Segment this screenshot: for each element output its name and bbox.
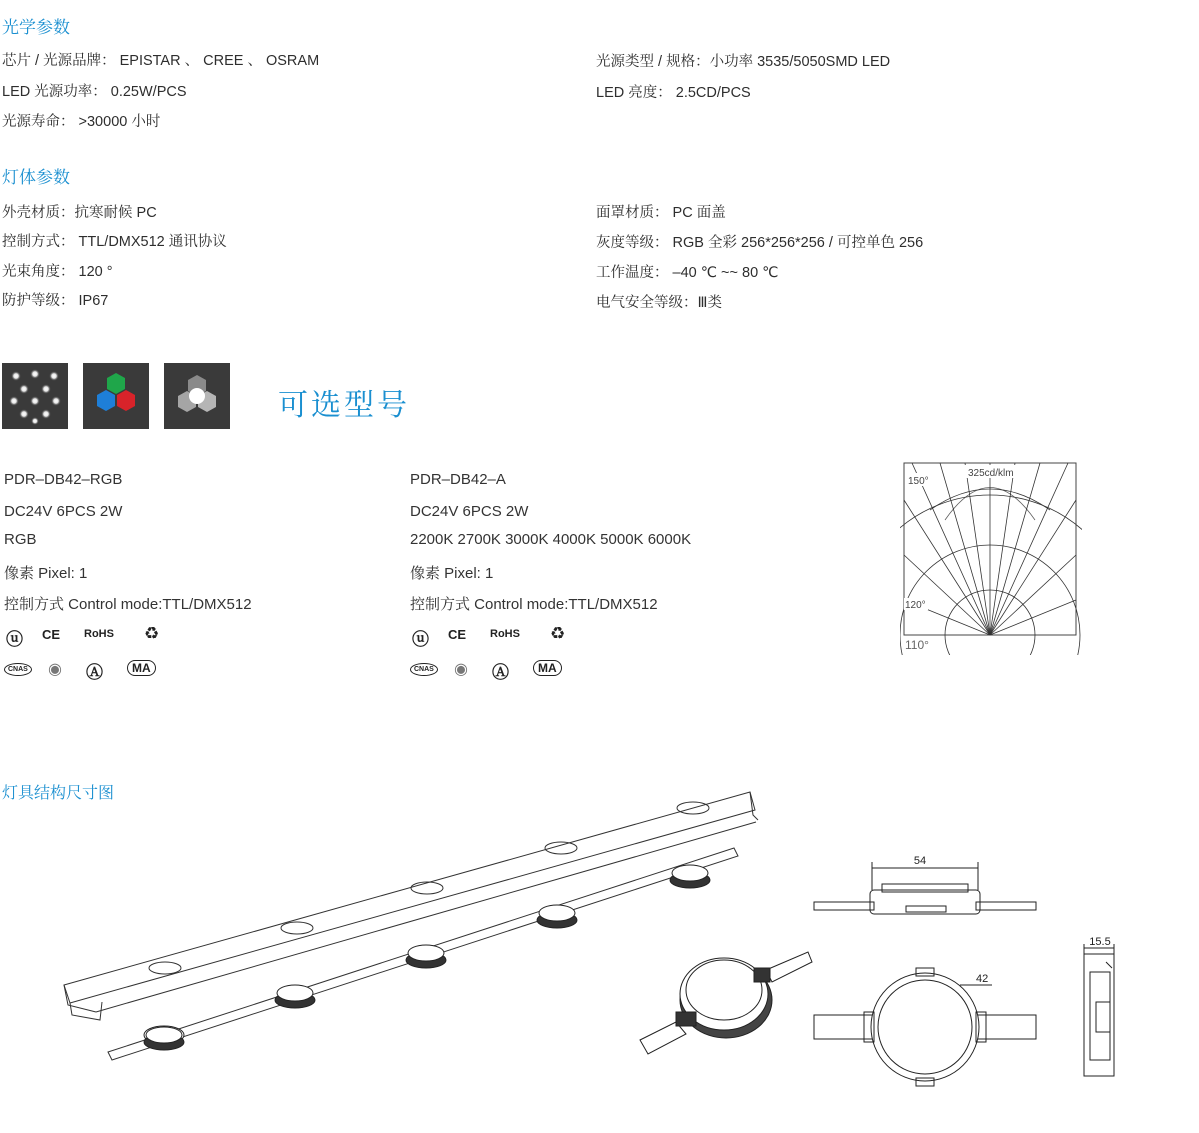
cnas-icon: CNAS [410,663,438,676]
recycle-icon: ♻ [144,624,160,643]
seal-icon: ◉ [48,661,62,678]
body-beam-angle: 光束角度： 120 ° [2,264,113,280]
model-a-pixel: 像素 Pixel: 1 [4,565,88,582]
body-control: 控制方式： TTL/DMX512 通讯协议 [2,234,227,250]
polar-120-label: 120° [905,600,926,611]
body-title: 灯体参数 [2,168,70,187]
optical-chip-brand: 芯片 / 光源品牌： EPISTAR 、 CREE 、 OSRAM [2,53,320,69]
rohs-icon: RoHS [84,628,114,640]
model-b-power: DC24V 6PCS 2W [410,503,529,520]
model-a-power: DC24V 6PCS 2W [4,503,123,520]
dim-diameter-label: 42 [976,973,989,985]
optical-source-type: 光源类型 / 规格：小功率 3535/5050SMD LED [596,54,891,70]
model-b-pixel: 像素 Pixel: 1 [410,565,494,582]
polar-110-label: 110° [905,638,929,652]
polar-150-label: 150° [908,476,929,487]
model-b-cct: 2200K 2700K 3000K 4000K 5000K 6000K [410,531,692,548]
dim-width-label: 54 [913,855,927,867]
body-ip: 防护等级： IP67 [2,293,109,309]
body-grayscale: 灰度等级： RGB 全彩 256*256*256 / 可控单色 256 [596,235,924,251]
model-a-control: 控制方式 Control mode:TTL/DMX512 [4,596,252,613]
ul-icon: ⓤ [412,630,429,649]
body-housing: 外壳材质：抗寒耐候 PC [2,205,157,221]
polar-scale-label: 325cd/klm [968,468,1014,479]
ce-icon: CE [42,627,61,642]
ce-icon: CE [448,627,467,642]
optical-brightness: LED 亮度： 2.5CD/PCS [596,85,751,101]
ma-icon: MA [127,660,156,676]
polar-distribution-diagram [900,460,1082,655]
model-a-color: RGB [4,531,37,548]
single-color-swatch [164,363,230,429]
body-temperature: 工作温度： –40 ℃ ~~ 80 ℃ [596,265,779,281]
module-side-view [810,850,1040,920]
cnas-icon: CNAS [4,663,32,676]
module-top-view [810,960,1040,1090]
models-title: 可选型号 [278,389,410,422]
module-perspective-drawing [636,940,816,1060]
optical-lifetime: 光源寿命： >30000 小时 [2,114,161,130]
rgb-swatch [83,363,149,429]
ul-icon: ⓤ [6,630,23,649]
model-b-control: 控制方式 Control mode:TTL/DMX512 [410,596,658,613]
optical-title: 光学参数 [2,18,70,37]
body-cover: 面罩材质： PC 面盖 [596,205,726,221]
recycle-icon: ♻ [550,624,566,643]
drawing-title: 灯具结构尺寸图 [2,785,115,802]
ma-icon: MA [533,660,562,676]
module-edge-view [1076,932,1126,1082]
cal-icon: Ⓐ [86,663,103,682]
cal-icon: Ⓐ [492,663,509,682]
body-safety-class: 电气安全等级：Ⅲ类 [596,295,722,311]
seal-icon: ◉ [454,661,468,678]
optical-power: LED 光源功率： 0.25W/PCS [2,84,187,100]
white-dots-swatch [2,363,68,429]
model-a-name: PDR–DB42–RGB [4,471,123,488]
model-b-name: PDR–DB42–A [410,471,506,488]
rohs-icon: RoHS [490,628,520,640]
dim-depth-label: 15.5 [1089,936,1111,948]
